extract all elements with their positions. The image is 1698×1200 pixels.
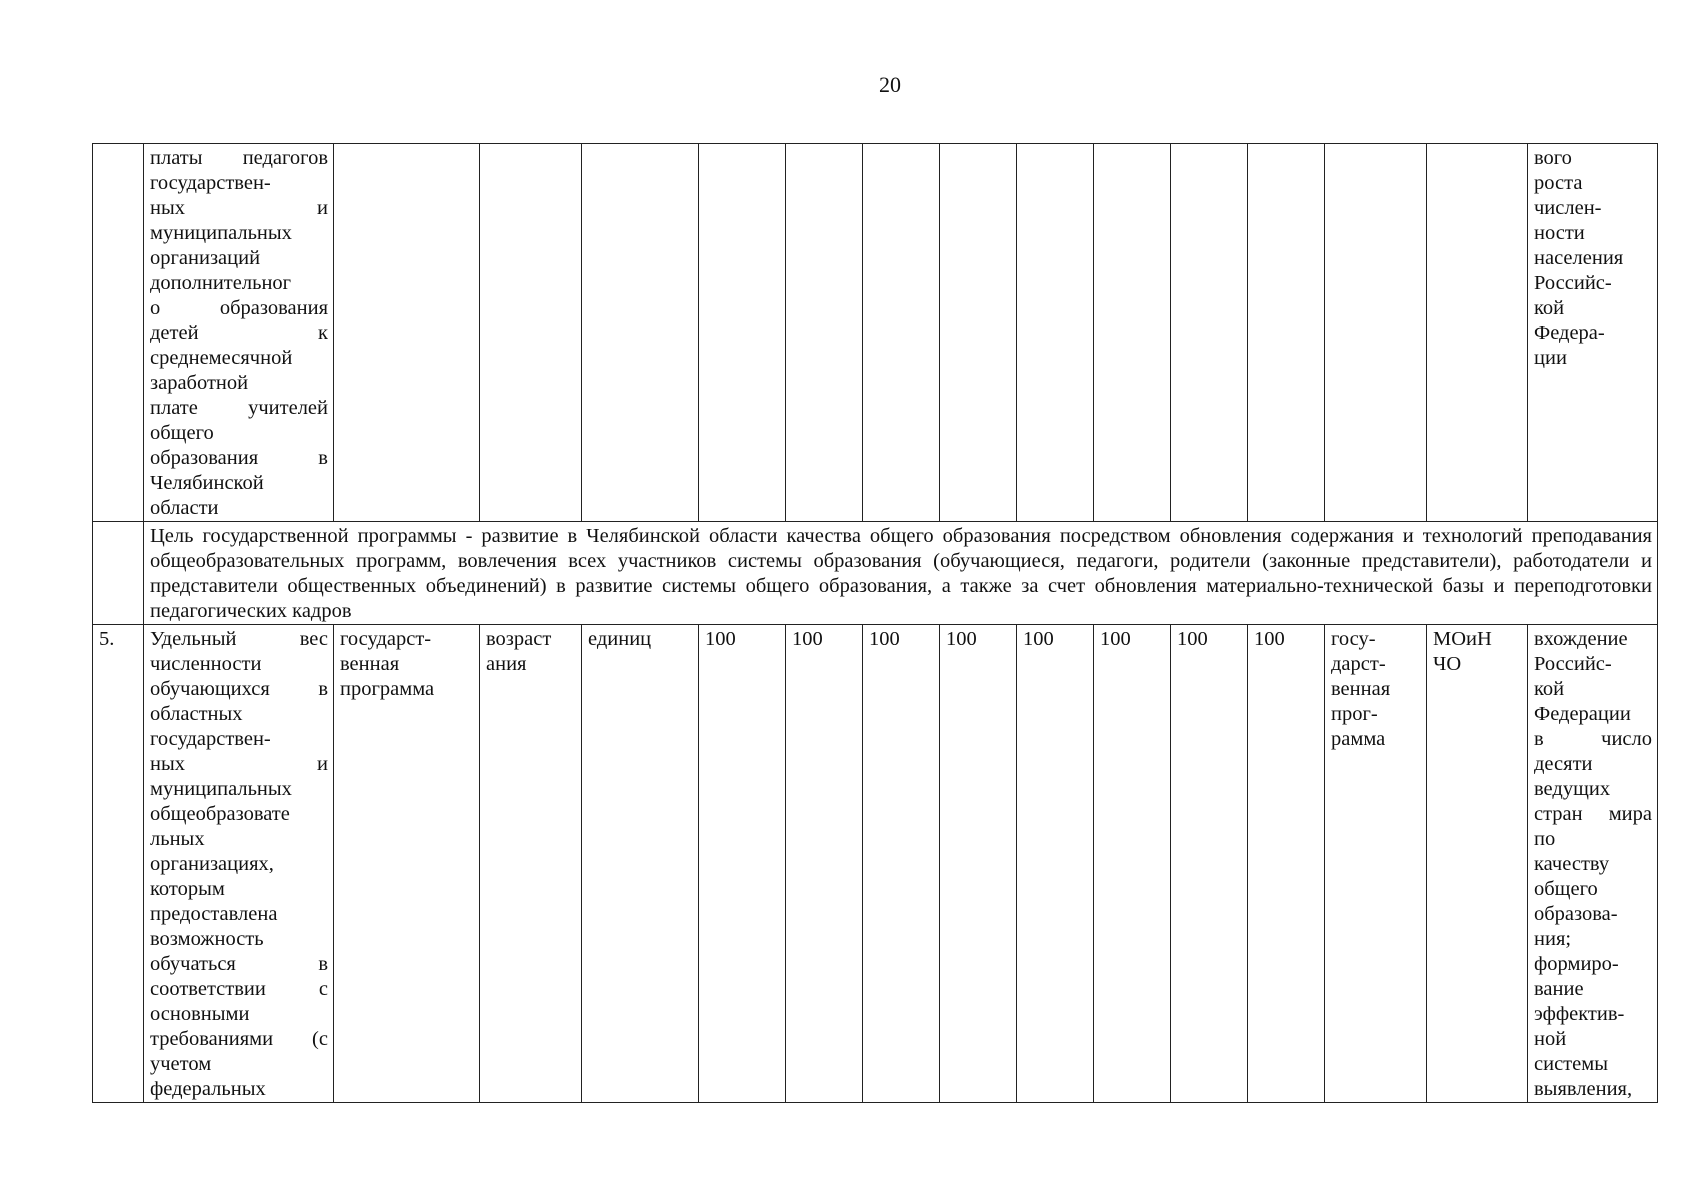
result-line: в число [1534, 728, 1652, 750]
result-cell [1528, 625, 1658, 1103]
indicator-line: требованиями (с [150, 1028, 328, 1050]
indicator-line: ных и [150, 197, 328, 219]
indicator-line: среднемесячной [150, 347, 293, 369]
source-cell [334, 144, 480, 522]
indicator-line: обучающихся в [150, 678, 328, 700]
indicator-line: государствен- [150, 728, 271, 750]
indicator-line: федеральных [150, 1078, 266, 1100]
row-index-cell [93, 144, 144, 522]
indicator-line: образования в [150, 447, 328, 469]
result-line: ной [1534, 1028, 1567, 1050]
responsible-cell [1427, 144, 1528, 522]
indicator-line: муниципальных [150, 222, 292, 244]
result-line: по [1534, 828, 1556, 850]
result-line: образова- [1534, 903, 1618, 925]
value-cell: 100 [863, 625, 940, 1103]
unit-cell: единиц [582, 625, 699, 1103]
indicator-line: детей к [150, 322, 328, 344]
program-goal-text: Цель государственной программы - развитие в Челябинской области качества общего образования посредством обновления содержания и технологий преподавания общеобразовательных программ, вовлечения всех участников системы образования (обучающиеся, педагоги, родители (законные представители), работодатели и представители общественных объединений) в развитие системы общего образования, а также за счет обновления материально-технической базы и переподготовки педагогических кадров [144, 522, 1658, 625]
result-line: ния; [1534, 928, 1572, 950]
value-cell: 100 [1171, 625, 1248, 1103]
indicator-line: государствен- [150, 172, 271, 194]
result-line: ведущих [1534, 778, 1611, 800]
page-number: 20 [879, 72, 901, 97]
indicator-line: ных и [150, 753, 328, 775]
result-line: ции [1534, 347, 1567, 369]
value-cell [1248, 144, 1325, 522]
result-cell [1528, 144, 1658, 522]
indicator-line: организаций [150, 247, 261, 269]
indicator-line: Удельный вес [150, 628, 328, 650]
value-cell: 100 [786, 625, 863, 1103]
value-cell [699, 144, 786, 522]
table-row-goal [93, 522, 1658, 625]
value-cell [1171, 144, 1248, 522]
result-line: выявления, [1534, 1078, 1633, 1100]
indicator-lines [150, 627, 328, 1102]
row-index-cell: 5. [93, 625, 144, 1103]
indicator-line: областных [150, 703, 243, 725]
row-index-cell [93, 522, 144, 625]
indicator-line: муниципальных [150, 778, 292, 800]
result-lines [1534, 627, 1652, 1102]
indicator-line: платы педагогов [150, 147, 328, 169]
result-line: кой [1534, 678, 1565, 700]
result-line: общего [1534, 878, 1598, 900]
indicator-line: льных [150, 828, 205, 850]
table-row-continuation [93, 144, 1658, 522]
indicator-line: численности [150, 653, 262, 675]
indicator-cell [144, 144, 334, 522]
result-line: Российс- [1534, 272, 1612, 294]
result-line: вого [1534, 147, 1572, 169]
indicator-line: области [150, 497, 219, 519]
result-line: качеству [1534, 853, 1610, 875]
value-cell [863, 144, 940, 522]
result-line: вхождение [1534, 628, 1628, 650]
indicator-line: заработной [150, 372, 249, 394]
result-line: системы [1534, 1053, 1608, 1075]
value-cell [1017, 144, 1094, 522]
value-cell [1094, 144, 1171, 522]
result-line: стран мира [1534, 803, 1652, 825]
indicator-line: Челябинской [150, 472, 264, 494]
indicator-cell [144, 625, 334, 1103]
table-row [93, 625, 1658, 1103]
dynamics-cell: возраст ания [480, 625, 582, 1103]
result-line: роста [1534, 172, 1583, 194]
indicator-line: плате учителей [150, 397, 328, 419]
value-cell: 100 [699, 625, 786, 1103]
value-cell [786, 144, 863, 522]
indicator-line: обучаться в [150, 953, 328, 975]
indicators-table [92, 143, 1658, 1103]
indicator-line: которым [150, 878, 225, 900]
result-line: числен- [1534, 197, 1602, 219]
document-cell [1325, 144, 1427, 522]
indicator-line: соответствии с [150, 978, 328, 1000]
result-line: ности [1534, 222, 1585, 244]
indicator-line: дополнительног [150, 272, 292, 294]
indicator-line: о образования [150, 297, 328, 319]
result-line: Федерации [1534, 703, 1631, 725]
value-cell: 100 [940, 625, 1017, 1103]
indicator-lines [150, 146, 328, 521]
indicator-line: основными [150, 1003, 250, 1025]
result-line: десяти [1534, 753, 1593, 775]
indicator-line: общеобразовате [150, 803, 290, 825]
document-cell: госу-дарст-венная прог-рамма [1325, 625, 1427, 1103]
result-line: формиро- [1534, 953, 1619, 975]
indicator-line: учетом [150, 1053, 212, 1075]
indicator-line: предоставлена [150, 903, 278, 925]
value-cell: 100 [1017, 625, 1094, 1103]
source-cell: государст-венная программа [334, 625, 480, 1103]
indicator-line: возможность [150, 928, 264, 950]
result-line: Федера- [1534, 322, 1605, 344]
indicator-line: организациях, [150, 853, 274, 875]
indicator-line: общего [150, 422, 214, 444]
value-cell: 100 [1248, 625, 1325, 1103]
result-line: кой [1534, 297, 1565, 319]
result-line: вание [1534, 978, 1584, 1000]
result-line: эффектив- [1534, 1003, 1625, 1025]
value-cell [940, 144, 1017, 522]
responsible-cell: МОиН ЧО [1427, 625, 1528, 1103]
dynamics-cell [480, 144, 582, 522]
result-line: Российс- [1534, 653, 1612, 675]
value-cell: 100 [1094, 625, 1171, 1103]
unit-cell [582, 144, 699, 522]
result-line: населения [1534, 247, 1624, 269]
